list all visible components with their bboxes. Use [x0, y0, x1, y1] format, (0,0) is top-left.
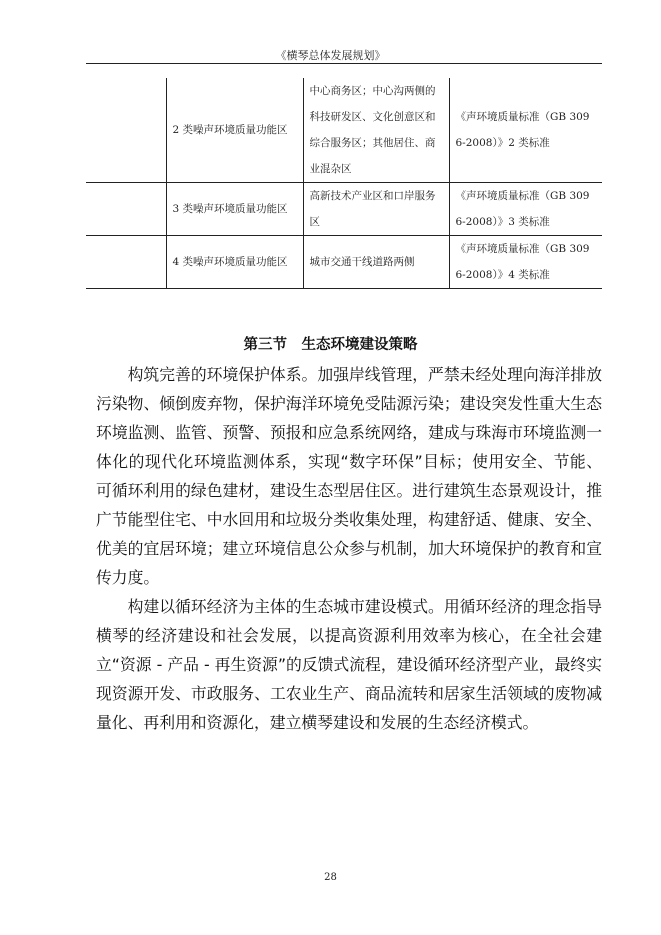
- area-cell: 城市交通干线道路两侧: [303, 236, 449, 289]
- table-row: [86, 236, 602, 289]
- standard-cell: 《声环境质量标准（GB 3096-2008）》4 类标准: [449, 236, 602, 289]
- body-paragraph: 构筑完善的环境保护体系。加强岸线管理，严禁未经处理向海洋排放污染物、倾倒废弃物，保护海洋环境免受陆源污染；建设突发性重大生态环境监测、监管、预警、预报和应急系统网络，建成与珠海市环境监测一体化的现代化环境监测体系，实现“数字环保”目标；使用安全、节能、可循环利用的绿色建材，建设生态型居住区。进行建筑生态景观设计，推广节能型住宅、中水回用和垃圾分类收集处理，构建舒适、健康、安全、优美的宜居环境；建立环境信息公众参与机制，加大环境保护的教育和宣传力度。: [96, 365, 602, 587]
- standard-cell: 《声环境质量标准（GB 3096-2008）》3 类标准: [449, 183, 602, 236]
- blank-cell: [86, 183, 166, 236]
- blank-cell: [86, 236, 166, 289]
- noise-zone-table: [86, 78, 602, 289]
- standard-cell: 《声环境质量标准（GB 3096-2008）》2 类标准: [449, 78, 602, 183]
- area-cell: 高新技术产业区和口岸服务区: [303, 183, 449, 236]
- section-title: 第三节 生态环境建设策略: [243, 337, 418, 353]
- header-rule: [86, 63, 602, 64]
- table-row: [86, 183, 602, 236]
- table-row: [86, 78, 602, 183]
- area-cell: 中心商务区；中心沟两侧的科技研发区、文化创意区和综合服务区；其他居住、商业混杂区: [303, 78, 449, 183]
- zone-cell: 3 类噪声环境质量功能区: [166, 183, 303, 236]
- section-body: [96, 360, 602, 737]
- page-number: 28: [324, 872, 337, 883]
- blank-cell: [86, 78, 166, 183]
- zone-cell: 4 类噪声环境质量功能区: [166, 236, 303, 289]
- zone-cell: 2 类噪声环境质量功能区: [166, 78, 303, 183]
- body-paragraph: 构建以循环经济为主体的生态城市建设模式。用循环经济的理念指导横琴的经济建设和社会发展，以提高资源利用效率为核心，在全社会建立“资源 - 产品 - 再生资源”的反馈式流程，建设循环经济型产业，最终实现资源开发、市政服务、工农业生产、商品流转和居家生活领域的废物减量化、再利用和资源化，建立横琴建设和发展的生态经济模式。: [96, 597, 602, 732]
- running-header: 《横琴总体发展规划》: [275, 49, 386, 62]
